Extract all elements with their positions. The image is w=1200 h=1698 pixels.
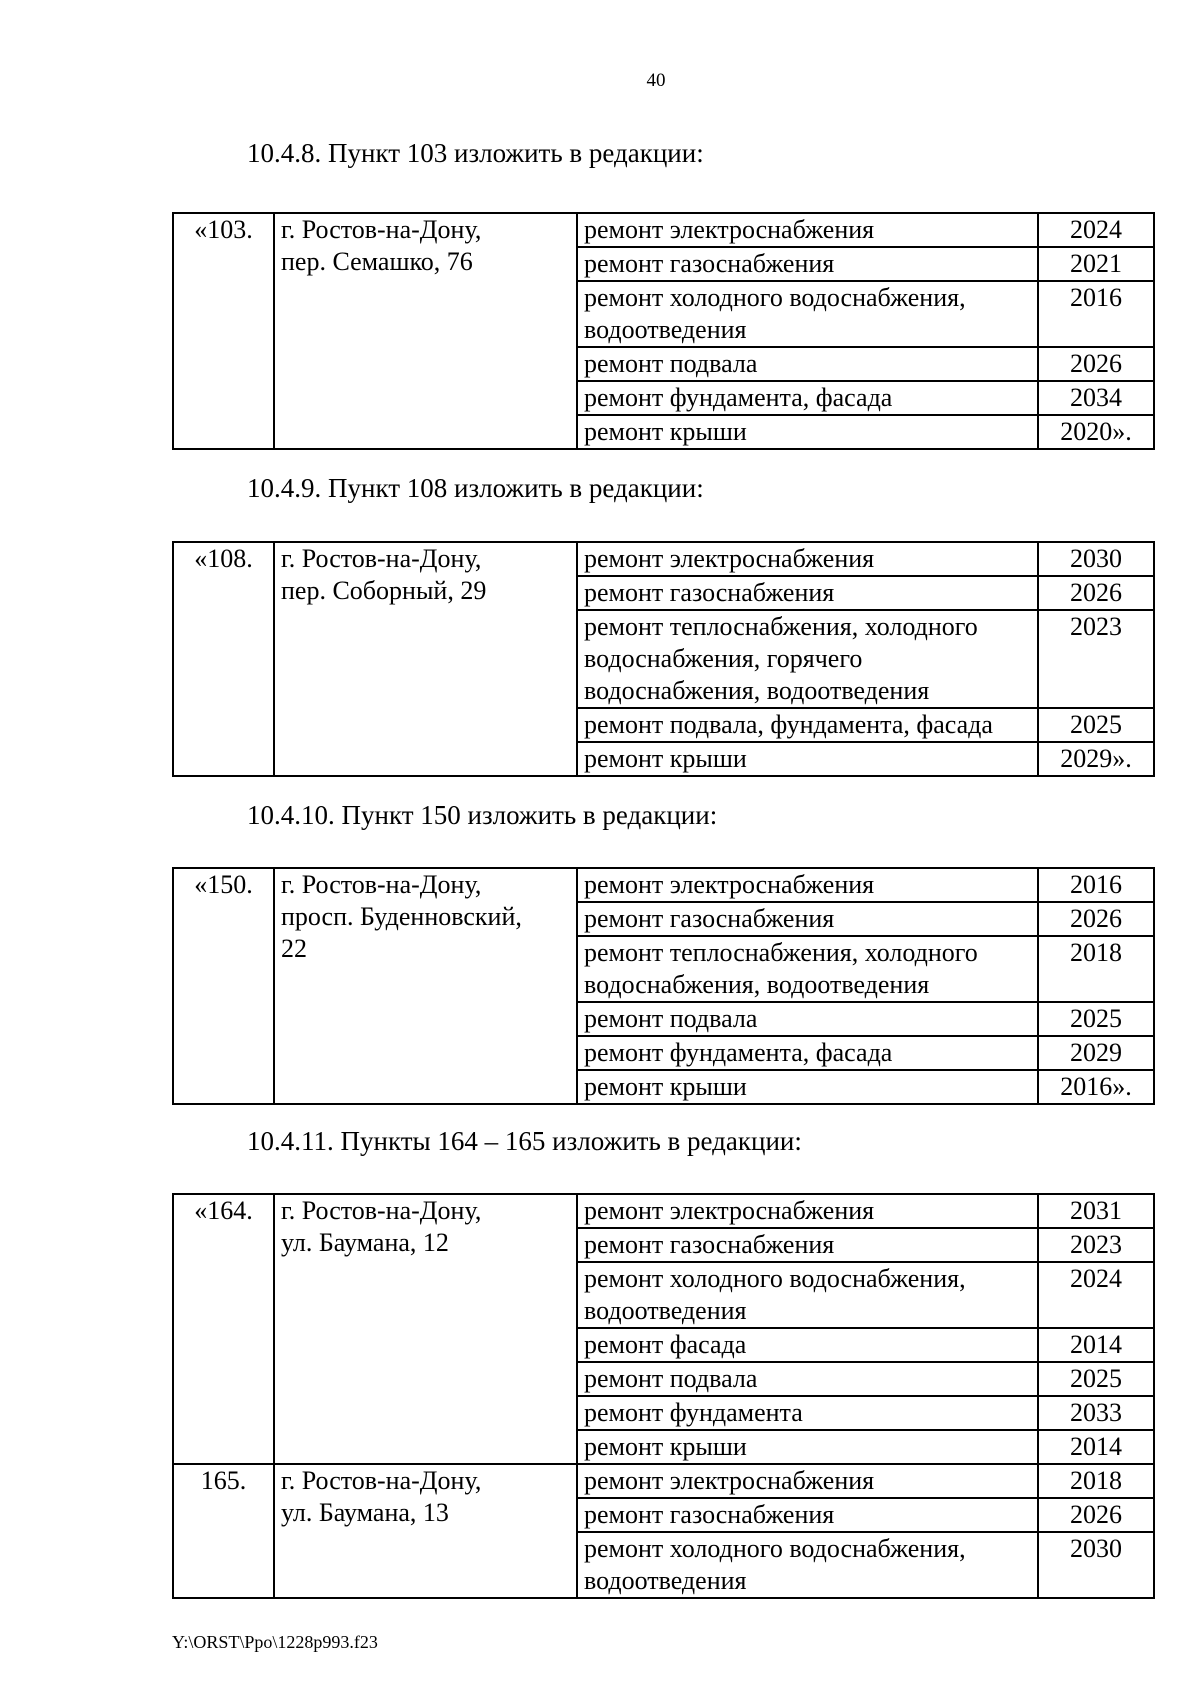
work-year: 2014: [1038, 1328, 1154, 1362]
address-line: г. Ростов-на-Дону,: [281, 215, 482, 244]
work-year: 2025: [1038, 708, 1154, 742]
repair-table: [172, 541, 1155, 777]
footer-path: Y:\ORST\Ppo\1228p993.f23: [172, 1632, 378, 1652]
work-type: ремонт холодного водоснабжения, водоотведения: [577, 281, 1038, 347]
repair-table: [172, 1193, 1155, 1599]
work-year: 2016: [1038, 868, 1154, 902]
section-heading: 10.4.9. Пункт 108 изложить в редакции:: [247, 473, 704, 503]
work-year: 2029».: [1038, 742, 1154, 776]
work-type: ремонт газоснабжения: [577, 1498, 1038, 1532]
work-type: ремонт подвала: [577, 347, 1038, 381]
work-type: ремонт крыши: [577, 1070, 1038, 1104]
table-row: [173, 213, 1154, 247]
table-row: [173, 1194, 1154, 1228]
section-heading: 10.4.10. Пункт 150 изложить в редакции:: [247, 800, 718, 830]
address-line: г. Ростов-на-Дону,: [281, 870, 482, 899]
work-year: 2018: [1038, 936, 1154, 1002]
address-line: ул. Баумана, 12: [281, 1228, 449, 1257]
work-year: 2014: [1038, 1430, 1154, 1464]
work-type: ремонт холодного водоснабжения, водоотведения: [577, 1532, 1038, 1598]
work-type: ремонт электроснабжения: [577, 213, 1038, 247]
address-cell: [274, 1464, 577, 1598]
item-number: «164.: [173, 1194, 274, 1464]
table-row: [173, 542, 1154, 576]
repair-table: [172, 867, 1155, 1105]
work-year: 2026: [1038, 1498, 1154, 1532]
table-row: [173, 868, 1154, 902]
work-type: ремонт фундамента, фасада: [577, 1036, 1038, 1070]
work-year: 2034: [1038, 381, 1154, 415]
work-year: 2016: [1038, 281, 1154, 347]
work-year: 2030: [1038, 1532, 1154, 1598]
work-year: 2018: [1038, 1464, 1154, 1498]
address-line: г. Ростов-на-Дону,: [281, 1196, 482, 1225]
work-type: ремонт теплоснабжения, холодного водоснабжения, водоотведения: [577, 936, 1038, 1002]
work-type: ремонт фундамента: [577, 1396, 1038, 1430]
section-heading: 10.4.11. Пункты 164 – 165 изложить в редакции:: [247, 1126, 802, 1156]
work-type: ремонт газоснабжения: [577, 576, 1038, 610]
address-line: г. Ростов-на-Дону,: [281, 544, 482, 573]
work-type: ремонт подвала: [577, 1002, 1038, 1036]
address-line: просп. Буденновский,: [281, 902, 522, 931]
address-line: 22: [281, 934, 307, 963]
item-number: 165.: [173, 1464, 274, 1598]
work-type: ремонт газоснабжения: [577, 902, 1038, 936]
section-heading: 10.4.8. Пункт 103 изложить в редакции:: [247, 138, 704, 168]
address-line: пер. Соборный, 29: [281, 576, 487, 605]
address-line: ул. Баумана, 13: [281, 1498, 449, 1527]
work-year: 2030: [1038, 542, 1154, 576]
work-type: ремонт теплоснабжения, холодного водоснабжения, горячего водоснабжения, водоотведения: [577, 610, 1038, 708]
work-type: ремонт газоснабжения: [577, 1228, 1038, 1262]
item-number: «150.: [173, 868, 274, 1104]
address-line: г. Ростов-на-Дону,: [281, 1466, 482, 1495]
work-year: 2025: [1038, 1362, 1154, 1396]
work-year: 2026: [1038, 902, 1154, 936]
address-cell: [274, 868, 577, 1104]
work-type: ремонт электроснабжения: [577, 1194, 1038, 1228]
work-year: 2023: [1038, 1228, 1154, 1262]
work-year: 2026: [1038, 347, 1154, 381]
work-year: 2025: [1038, 1002, 1154, 1036]
work-year: 2020».: [1038, 415, 1154, 449]
address-line: пер. Семашко, 76: [281, 247, 473, 276]
work-year: 2024: [1038, 213, 1154, 247]
repair-table: [172, 212, 1155, 450]
work-year: 2023: [1038, 610, 1154, 708]
work-type: ремонт крыши: [577, 742, 1038, 776]
work-type: ремонт фундамента, фасада: [577, 381, 1038, 415]
work-type: ремонт подвала, фундамента, фасада: [577, 708, 1038, 742]
address-cell: [274, 1194, 577, 1464]
work-year: 2026: [1038, 576, 1154, 610]
work-type: ремонт крыши: [577, 1430, 1038, 1464]
work-year: 2021: [1038, 247, 1154, 281]
work-type: ремонт крыши: [577, 415, 1038, 449]
table-row: [173, 1464, 1154, 1498]
item-number: «108.: [173, 542, 274, 776]
work-type: ремонт электроснабжения: [577, 542, 1038, 576]
work-year: 2016».: [1038, 1070, 1154, 1104]
work-year: 2033: [1038, 1396, 1154, 1430]
work-type: ремонт газоснабжения: [577, 247, 1038, 281]
page-number: 40: [646, 70, 666, 91]
work-type: ремонт подвала: [577, 1362, 1038, 1396]
work-type: ремонт электроснабжения: [577, 868, 1038, 902]
work-year: 2024: [1038, 1262, 1154, 1328]
work-type: ремонт фасада: [577, 1328, 1038, 1362]
work-type: ремонт электроснабжения: [577, 1464, 1038, 1498]
address-cell: [274, 542, 577, 776]
work-year: 2029: [1038, 1036, 1154, 1070]
work-type: ремонт холодного водоснабжения, водоотведения: [577, 1262, 1038, 1328]
work-year: 2031: [1038, 1194, 1154, 1228]
address-cell: [274, 213, 577, 449]
item-number: «103.: [173, 213, 274, 449]
